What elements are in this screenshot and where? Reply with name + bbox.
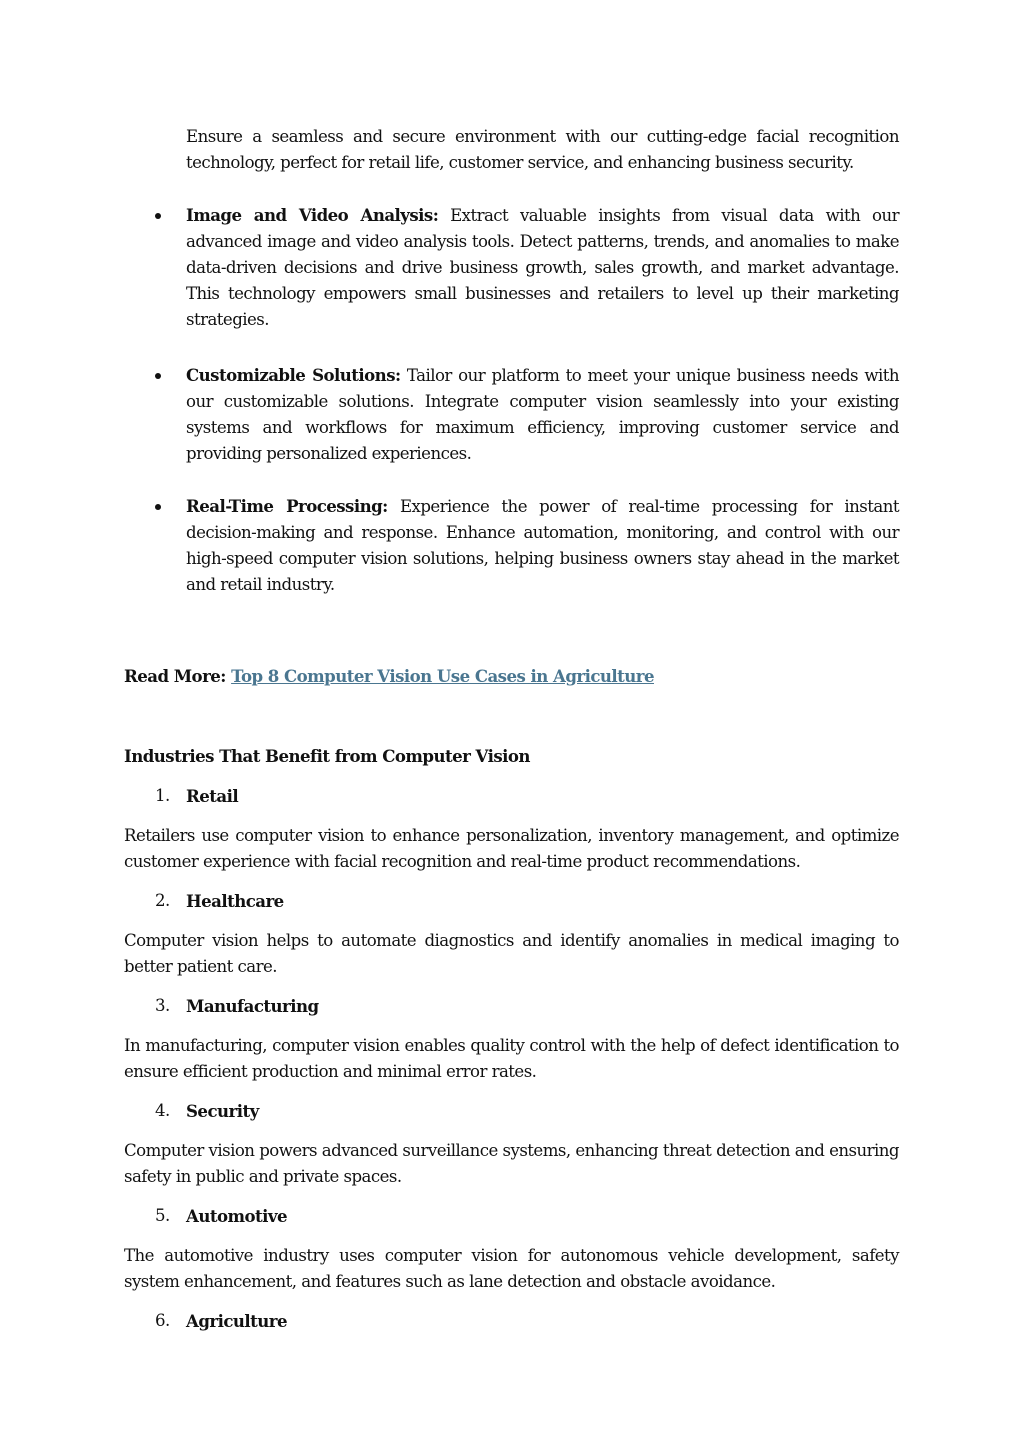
bullet-text: Experience the power of real-time processing for instant decision-making and response. Enhance automation, monitoring, and control with our high-speed computer vision solutions, helping business owners stay ahead in the market and retail industry. [186,497,899,594]
list-number: 3. [155,996,170,1015]
industry-item-healthcare [155,888,899,914]
industry-item-manufacturing [155,993,899,1019]
industry-title: Agriculture [186,1311,287,1331]
list-number: 4. [155,1101,170,1120]
document-page [124,124,899,1334]
list-number: 5. [155,1206,170,1225]
intro-paragraph: Ensure a seamless and secure environment with our cutting-edge facial recognition technology, perfect for retail life, customer service, and enhancing business security. [186,127,899,172]
bullet-dot-icon [155,373,161,379]
bullet-title: Customizable Solutions: [186,365,401,385]
read-more-label: Read More: [124,666,232,686]
bullet-item-customizable-solutions [186,362,899,467]
bullet-dot-icon [155,504,161,510]
industry-item-agriculture [155,1308,899,1334]
industry-title: Healthcare [186,891,284,911]
read-more-line [124,663,899,690]
industry-description: In manufacturing, computer vision enables quality control with the help of defect identification to ensure efficient production and minimal error rates. [124,1036,899,1081]
industry-title: Automotive [186,1206,287,1226]
industry-title: Security [186,1101,259,1121]
list-number: 2. [155,891,170,910]
industry-item-security [155,1098,899,1124]
bullet-item-real-time-processing [186,493,899,598]
industries-heading: Industries That Benefit from Computer Vision [124,746,530,766]
list-number: 6. [155,1311,170,1330]
bullet-title: Real-Time Processing: [186,496,388,516]
industry-title: Retail [186,786,239,806]
bullet-item-image-video-analysis [186,202,899,333]
industry-description: Computer vision helps to automate diagnostics and identify anomalies in medical imaging to better patient care. [124,931,899,976]
industry-description: Computer vision powers advanced surveillance systems, enhancing threat detection and ensuring safety in public and private spaces. [124,1141,899,1186]
industry-description: The automotive industry uses computer vision for autonomous vehicle development, safety system enhancement, and features such as lane detection and obstacle avoidance. [124,1246,899,1291]
industry-item-retail [155,783,899,809]
bullet-text: Tailor our platform to meet your unique business needs with our customizable solutions. Integrate computer vision seamlessly into your existing systems and workflows for maximum efficiency, improving customer service and providing personalized experiences. [186,366,899,463]
industry-description: Retailers use computer vision to enhance personalization, inventory management, and optimize customer experience with facial recognition and real-time product recommendations. [124,826,899,871]
read-more-link[interactable]: Top 8 Computer Vision Use Cases in Agriculture [231,666,654,686]
list-number: 1. [155,786,170,805]
bullet-dot-icon [155,213,161,219]
bullet-text: Extract valuable insights from visual data with our advanced image and video analysis tools. Detect patterns, trends, and anomalies to make data-driven decisions and drive business growth, sales growth, and market advantage. This technology empowers small businesses and retailers to level up their marketing strategies. [186,206,899,329]
industry-title: Manufacturing [186,996,319,1016]
bullet-title: Image and Video Analysis: [186,205,439,225]
industry-item-automotive [155,1203,899,1229]
